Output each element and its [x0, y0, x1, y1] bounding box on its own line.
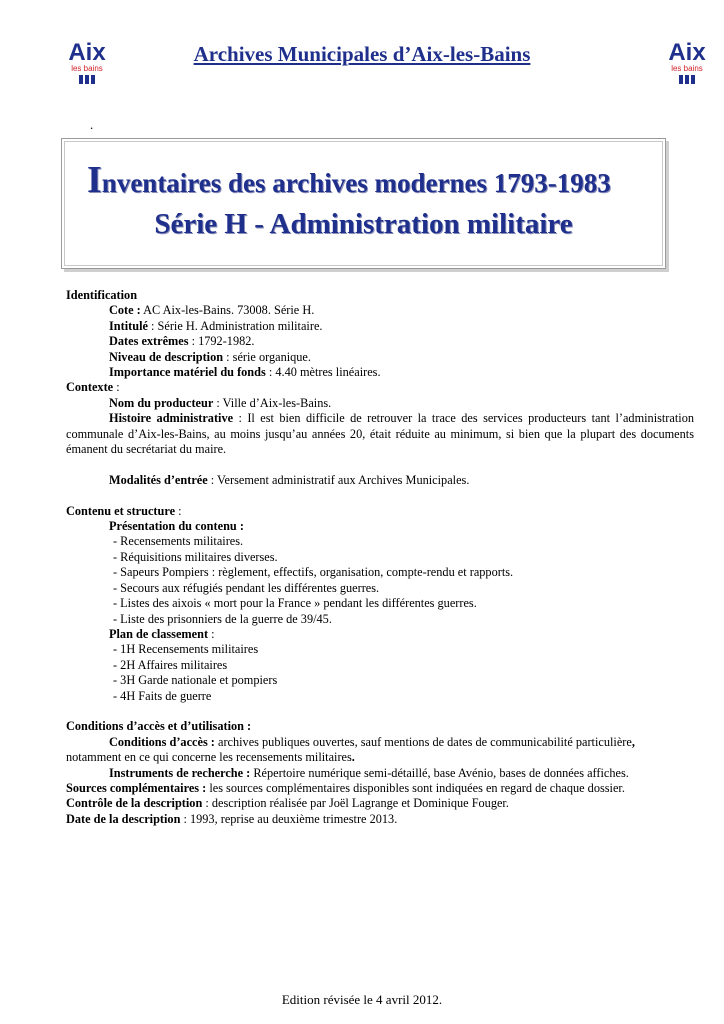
- logo-word: Aix: [68, 39, 106, 66]
- plan-item: - 3H Garde nationale et pompiers: [113, 673, 278, 688]
- footer-edition: Edition révisée le 4 avril 2012.: [281, 992, 443, 1007]
- identification-heading: Identification: [66, 288, 138, 302]
- conditions-heading: Conditions d’accès et d’utilisation :: [66, 719, 252, 734]
- title-line-1-rest: nventaires des archives modernes 1793-1983: [101, 168, 611, 198]
- intitule-line: Intitulé : Série H. Administration militaire.: [109, 318, 323, 333]
- title-initial: I: [87, 159, 102, 201]
- plan-item: - 1H Recensements militaires: [113, 642, 259, 657]
- list-item: - Liste des prisonniers de la guerre de 39/45.: [113, 611, 332, 626]
- date-description-line: Date de la description : 1993, reprise au deuxième trimestre 2013.: [66, 811, 398, 826]
- logo-sub: les bains: [671, 64, 703, 73]
- plan-item: - 2H Affaires militaires: [113, 657, 228, 672]
- inventory-content: [66, 288, 694, 827]
- list-item: - Secours aux réfugiés pendant les différentes guerres.: [113, 580, 380, 595]
- logo-word: Aix: [668, 39, 706, 66]
- list-item: - Sapeurs Pompiers : règlement, effectifs, organisation, compte-rendu et rapports.: [113, 565, 514, 580]
- presentation-heading: Présentation du contenu :: [109, 519, 244, 534]
- logo-sub: les bains: [71, 64, 103, 73]
- list-item: - Recensements militaires.: [113, 534, 244, 549]
- acces-line-continued: notamment en ce qui concerne les recensements militaires.: [66, 750, 355, 765]
- dates-line: Dates extrêmes : 1792-1982.: [109, 334, 255, 349]
- contexte-heading: Contexte :: [66, 380, 120, 395]
- list-item: - Réquisitions militaires diverses.: [113, 549, 278, 564]
- title-box-inner: [64, 141, 663, 266]
- sources-line: Sources complémentaires : les sources complémentaires disponibles sont indiquées en regard de chaque dossier.: [66, 780, 625, 795]
- stray-dot: .: [90, 117, 94, 132]
- histoire-paragraph: Histoire administrative : Il est bien difficile de retrouver la trace des services producteurs tant l’administration communale d’Aix-les-Bains, au moins jusqu’au années 20, était réduite au minimum, si bien que la plupart des documents émanent du secrétariat du maire.: [66, 411, 694, 457]
- importance-line: Importance matériel du fonds : 4.40 mètres linéaires.: [109, 365, 381, 380]
- contenu-heading: Contenu et structure :: [66, 503, 182, 518]
- title-line-2: Série H - Administration militaire: [154, 208, 573, 240]
- title-box: [61, 138, 666, 269]
- instruments-line: Instruments de recherche : Répertoire numérique semi-détaillé, base Avénio, bases de données affiches.: [109, 765, 629, 780]
- plan-heading: Plan de classement :: [109, 626, 215, 641]
- header-title: Archives Municipales d’Aix-les-Bains: [193, 42, 531, 66]
- cote-line: Cote : AC Aix-les-Bains. 73008. Série H.: [109, 303, 315, 318]
- acces-line: Conditions d’accès : archives publiques ouvertes, sauf mentions de dates de communicabilité particulière,: [109, 734, 635, 749]
- plan-item: - 4H Faits de guerre: [113, 688, 212, 703]
- niveau-line: Niveau de description : série organique.: [109, 349, 311, 364]
- modalites-line: Modalités d’entrée : Versement administratif aux Archives Municipales.: [109, 472, 470, 487]
- producteur-line: Nom du producteur : Ville d’Aix-les-Bains.: [109, 395, 332, 410]
- list-item: - Listes des aixois « mort pour la France » pendant les différentes guerres.: [113, 596, 477, 611]
- controle-line: Contrôle de la description : description réalisée par Joël Lagrange et Dominique Fouger.: [66, 796, 509, 811]
- title-line-1: [87, 158, 611, 202]
